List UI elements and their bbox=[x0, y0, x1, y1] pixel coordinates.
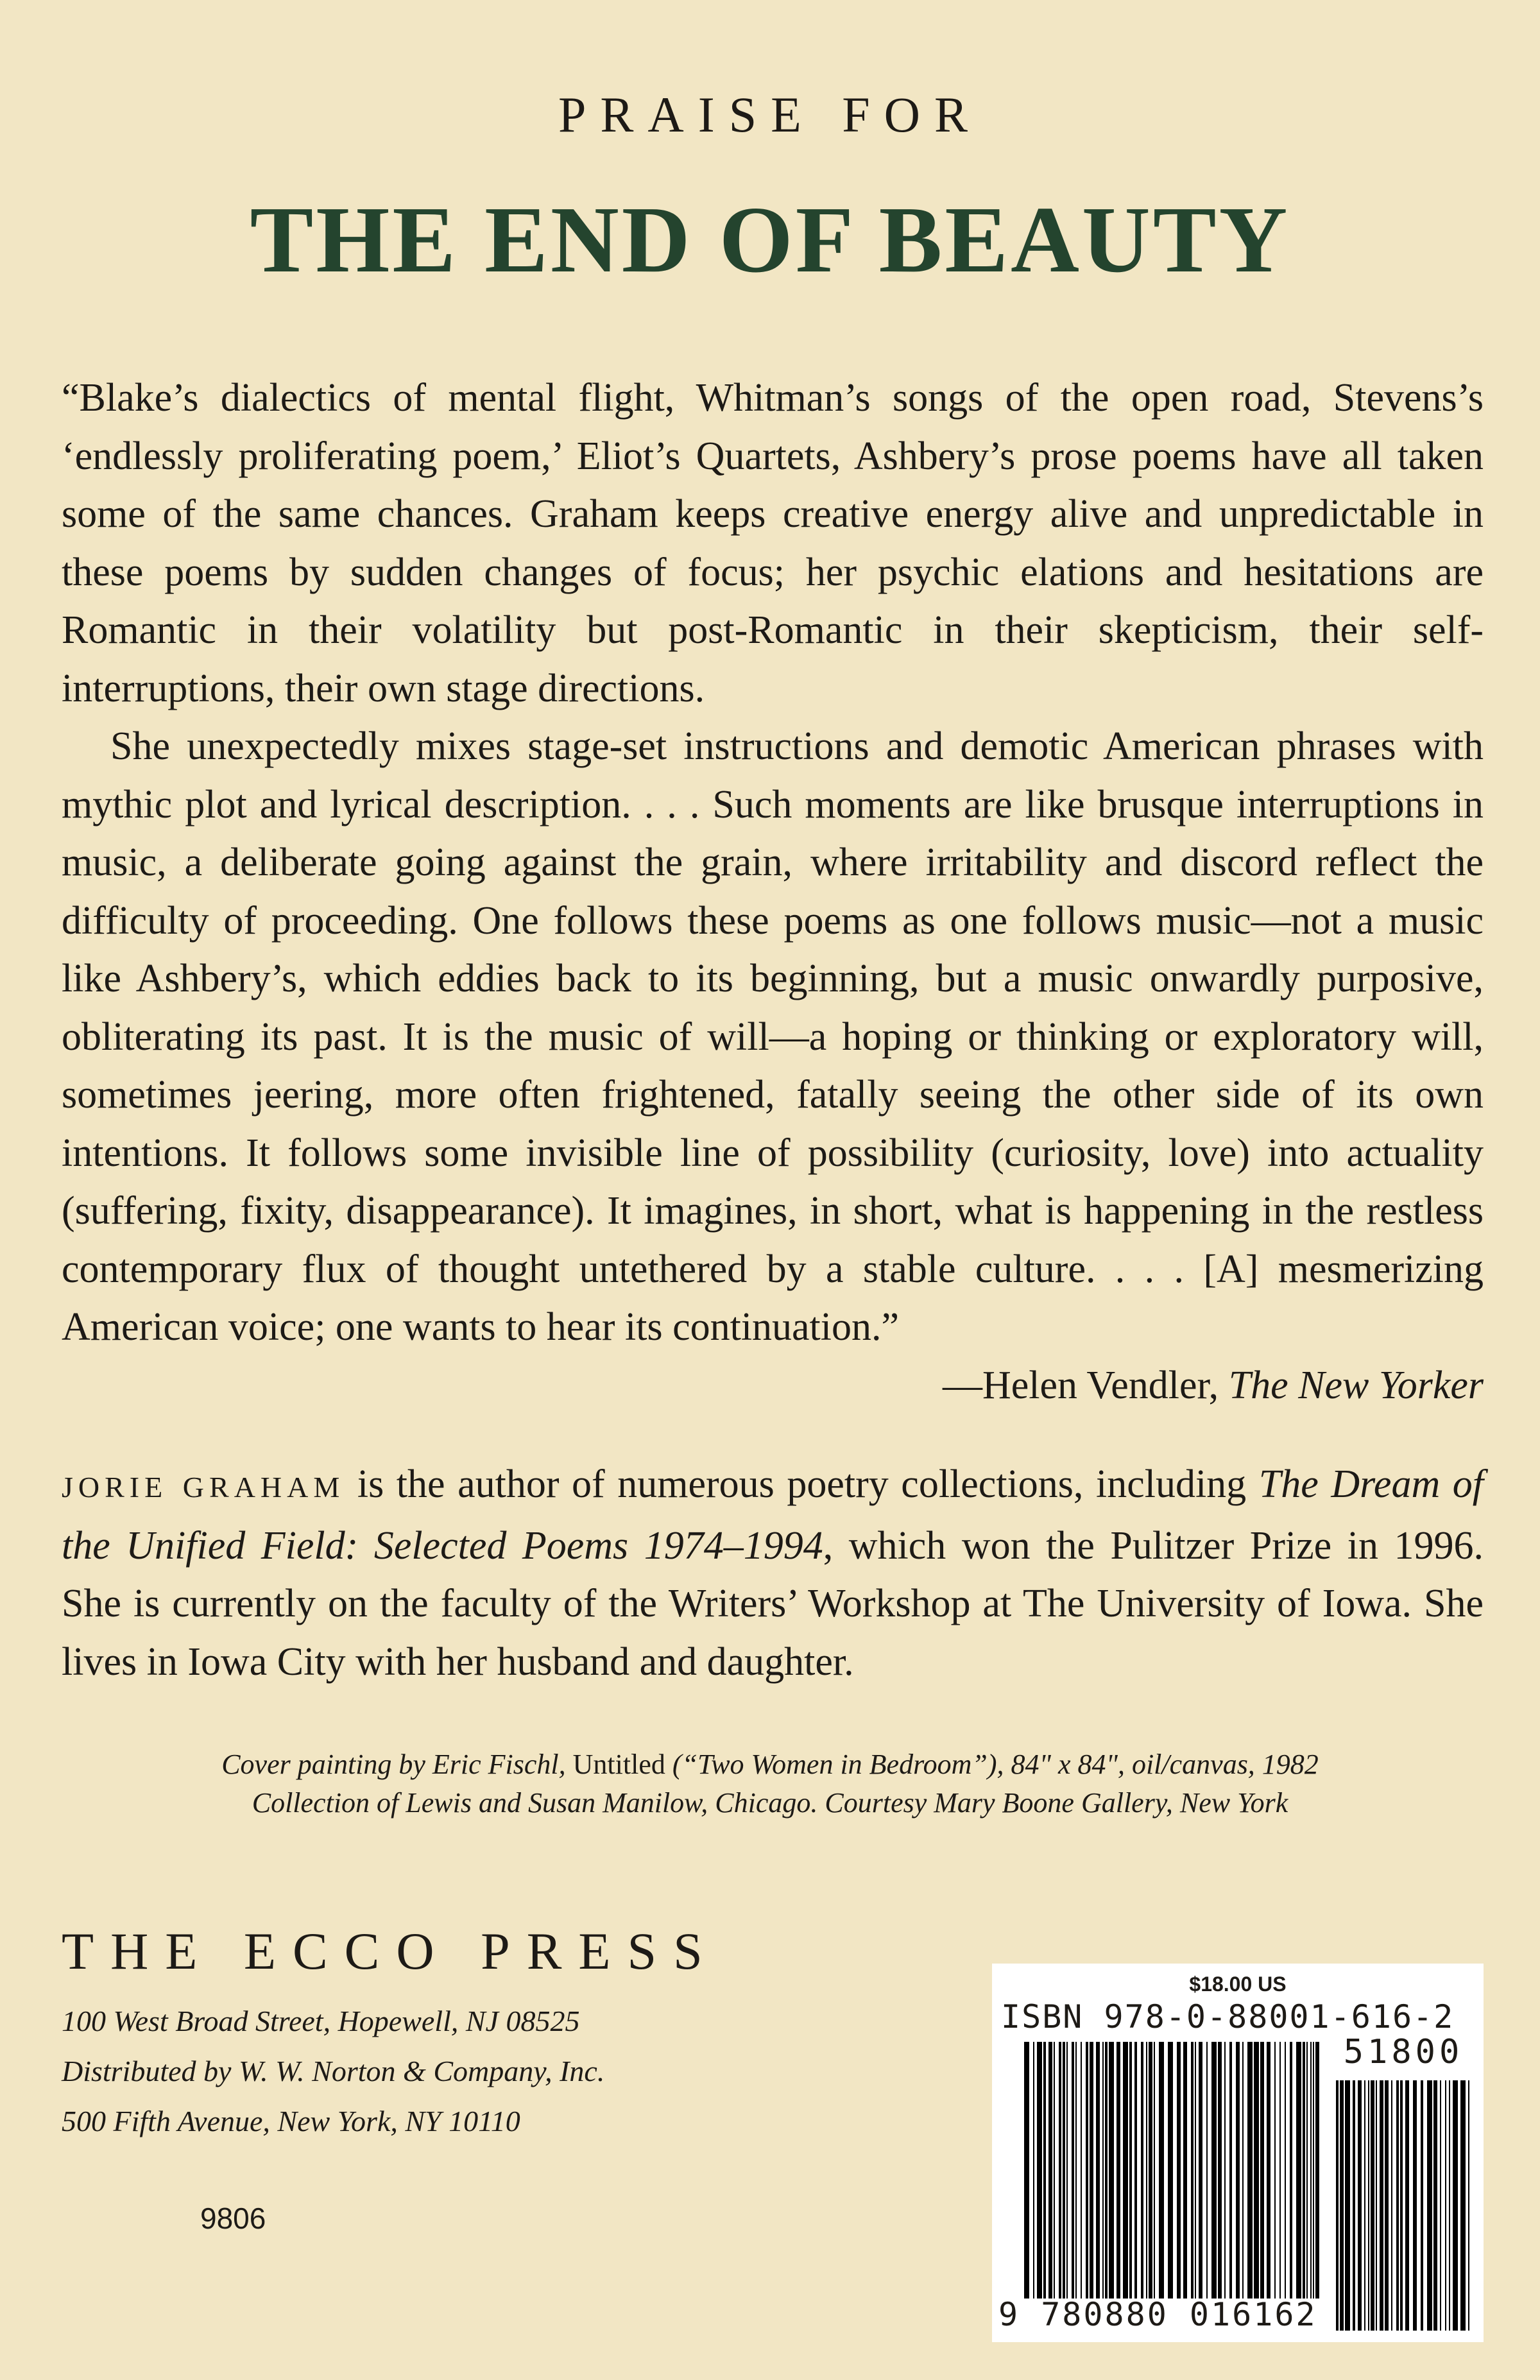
barcode-bar bbox=[1033, 2042, 1034, 2299]
barcode-bar bbox=[1134, 2042, 1137, 2299]
barcode-bar bbox=[1313, 2042, 1314, 2299]
barcode-bar bbox=[1102, 2042, 1104, 2299]
barcode-bar bbox=[1141, 2042, 1143, 2299]
barcode-main-bars bbox=[1024, 2042, 1319, 2299]
barcode-bar bbox=[1242, 2042, 1244, 2299]
barcode-bar bbox=[1247, 2042, 1253, 2299]
barcode-bar bbox=[1072, 2042, 1074, 2299]
barcode-bar bbox=[1086, 2042, 1088, 2299]
cover-credit-part-2: Untitled bbox=[572, 1749, 665, 1780]
barcode-bar bbox=[1306, 2042, 1308, 2299]
barcode-bar bbox=[1090, 2042, 1093, 2299]
attribution-source: The New Yorker bbox=[1228, 1363, 1484, 1407]
barcode-bar bbox=[1236, 2042, 1240, 2299]
bio-author-name: JORIE GRAHAM bbox=[62, 1471, 345, 1503]
attribution-name: —Helen Vendler, bbox=[942, 1363, 1229, 1407]
barcode-bar bbox=[1385, 2080, 1389, 2331]
cover-credit-line-2: Collection of Lewis and Susan Manilow, Chicago. Courtesy Mary Boone Gallery, New York bbox=[252, 1787, 1288, 1819]
barcode-bar bbox=[1336, 2080, 1339, 2331]
barcode-bar bbox=[1296, 2042, 1301, 2299]
barcode-price: $18.00 US bbox=[1189, 1973, 1287, 1996]
barcode-bar bbox=[1146, 2042, 1147, 2299]
review-attribution bbox=[943, 1357, 1484, 1415]
barcode-bar bbox=[1154, 2042, 1155, 2299]
barcode-addon-bars bbox=[1336, 2080, 1471, 2331]
barcode-bar bbox=[1116, 2042, 1120, 2299]
barcode-bar bbox=[1177, 2042, 1181, 2299]
author-bio bbox=[62, 1455, 1484, 1691]
barcode-bar bbox=[1368, 2080, 1369, 2331]
barcode-bar bbox=[1396, 2080, 1399, 2331]
barcode-bar bbox=[1059, 2042, 1061, 2299]
cover-credit bbox=[0, 1745, 1540, 1822]
barcode-bar bbox=[1229, 2042, 1232, 2299]
bio-book-title: The Dream of the Unified Field: Selected Poems 1974–1994 bbox=[62, 1462, 1484, 1568]
barcode-bar bbox=[1405, 2080, 1409, 2331]
barcode-bar bbox=[1081, 2042, 1082, 2299]
barcode-bar bbox=[1353, 2080, 1355, 2331]
review-paragraph-1: “Blake’s dialectics of mental flight, Whitman’s songs of the open road, Stevens’s ‘endlessly proliferating poem,’ Eliot’s Quartets, Ashbery’s prose poems have all taken some of the same chances. Graham keeps creative energy alive and unpredictable in these poems by sudden changes of focus; her psychic elations and hesitations are Romantic in their volatility but post-Romantic in their skepticism, their self-interruptions, their own stage directions. bbox=[62, 376, 1484, 710]
barcode-isbn: ISBN 978-0-88001-616-2 bbox=[1001, 1998, 1455, 2035]
barcode-bar bbox=[1168, 2042, 1173, 2299]
barcode-bar bbox=[1460, 2080, 1466, 2331]
barcode-bar bbox=[1267, 2042, 1270, 2299]
barcode-bar bbox=[1123, 2042, 1128, 2299]
barcode-bar bbox=[1285, 2042, 1286, 2299]
barcode-bar bbox=[1376, 2080, 1377, 2331]
barcode-bar bbox=[1449, 2080, 1450, 2331]
barcode-bar bbox=[1254, 2042, 1259, 2299]
barcode-bar bbox=[1195, 2042, 1196, 2299]
bio-text-1: is the author of numerous poetry collections, including bbox=[345, 1462, 1259, 1506]
book-title: THE END OF BEAUTY bbox=[250, 187, 1290, 293]
barcode-bar bbox=[1260, 2042, 1264, 2299]
barcode-bar bbox=[1206, 2042, 1208, 2299]
barcode-bar bbox=[1445, 2080, 1446, 2331]
barcode-bar bbox=[1054, 2042, 1055, 2299]
barcode-bar bbox=[1391, 2080, 1392, 2331]
review-paragraph-2: She unexpectedly mixes stage-set instructions and demotic American phrases with mythic plot and lyrical description. . . . Such moments are like brusque interruptions in music, a deliberate going against the grain, where irritability and discord reflect the difficulty of proceeding. One follows these poems as one follows music—not a music like Ashbery’s, which eddies back to its beginning, but a music onwardly purposive, obliterating its past. It is the music of will—a hoping or thinking or exploratory will, sometimes jeering, more often frightened, fatally seeing the other side of its own intentions. It follows some invisible line of possibility (curiosity, love) into actuality (suffering, fixity, disappearance). It imagines, in short, what is happening in the restless contemporary flux of thought untethered by a stable culture. . . . [A] mesmerizing American voice; one wants to hear its continuation.” bbox=[62, 724, 1484, 1349]
publisher-address-1: 100 West Broad Street, Hopewell, NJ 08525 bbox=[62, 2005, 580, 2037]
barcode-bar bbox=[1364, 2080, 1365, 2331]
barcode-ean-digits: 9 780880 016162 bbox=[998, 2296, 1317, 2333]
publisher-address-2: Distributed by W. W. Norton & Company, Inc. bbox=[62, 2055, 605, 2087]
barcode-bar bbox=[1048, 2042, 1052, 2299]
barcode-bar bbox=[1290, 2042, 1292, 2299]
review-block bbox=[62, 369, 1484, 1414]
barcode-bar bbox=[1279, 2042, 1281, 2299]
barcode-bar bbox=[1024, 2042, 1029, 2299]
barcode-bar bbox=[1129, 2042, 1132, 2299]
barcode-bar bbox=[1380, 2080, 1383, 2331]
barcode-bar bbox=[1274, 2042, 1276, 2299]
barcode-bar bbox=[1421, 2080, 1423, 2331]
barcode-bar bbox=[1413, 2080, 1417, 2331]
barcode-bar bbox=[1159, 2042, 1164, 2299]
barcode-bar bbox=[1109, 2042, 1114, 2299]
cover-credit-line-1 bbox=[0, 1745, 1540, 1784]
barcode-bar bbox=[1183, 2042, 1187, 2299]
barcode-bar bbox=[1105, 2042, 1108, 2299]
barcode-bar bbox=[1345, 2080, 1350, 2331]
barcode-bar bbox=[1440, 2080, 1441, 2331]
barcode-bar bbox=[1037, 2042, 1042, 2299]
barcode-bar bbox=[1453, 2080, 1458, 2331]
barcode-bar bbox=[1468, 2080, 1469, 2331]
barcode-bar bbox=[1191, 2042, 1194, 2299]
barcode-bar bbox=[1063, 2042, 1065, 2299]
publisher-address-3: 500 Fifth Avenue, New York, NY 10110 bbox=[62, 2105, 520, 2137]
barcode-bar bbox=[1211, 2042, 1217, 2299]
barcode-addon-digits: 51800 bbox=[1343, 2033, 1464, 2071]
barcode-bar bbox=[1149, 2042, 1152, 2299]
barcode-bar bbox=[1433, 2080, 1437, 2331]
barcode-bar bbox=[1340, 2080, 1344, 2331]
barcode-bar bbox=[1075, 2042, 1077, 2299]
barcode-bar bbox=[1427, 2080, 1432, 2331]
barcode-box bbox=[992, 1964, 1484, 2342]
barcode-bar bbox=[1303, 2042, 1305, 2299]
barcode-bar bbox=[1315, 2042, 1319, 2299]
barcode-bar bbox=[1400, 2080, 1403, 2331]
barcode-bar bbox=[1043, 2042, 1046, 2299]
publisher-name: THE ECCO PRESS bbox=[62, 1922, 719, 1980]
barcode-bar bbox=[1218, 2042, 1222, 2299]
print-code: 9806 bbox=[200, 2202, 266, 2235]
barcode-bar bbox=[1096, 2042, 1100, 2299]
cover-credit-part-1: Cover painting by Eric Fischl, bbox=[221, 1749, 573, 1780]
barcode-bar bbox=[1358, 2080, 1362, 2331]
cover-credit-part-3: (“Two Women in Bedroom”), 84" x 84", oil/canvas, 1982 bbox=[665, 1749, 1319, 1780]
barcode-bar bbox=[1310, 2042, 1312, 2299]
barcode-bar bbox=[1199, 2042, 1202, 2299]
barcode-bar bbox=[1224, 2042, 1226, 2299]
bio-text-2: , which won the Pulitzer Prize in 1996. She is currently on the faculty of the Writers’ Workshop at The University of Iowa. She lives in Iowa City with her husband and daughter. bbox=[62, 1523, 1484, 1684]
barcode-bar bbox=[1066, 2042, 1068, 2299]
barcode-bar bbox=[1371, 2080, 1374, 2331]
praise-for-heading: PRAISE FOR bbox=[558, 87, 982, 142]
